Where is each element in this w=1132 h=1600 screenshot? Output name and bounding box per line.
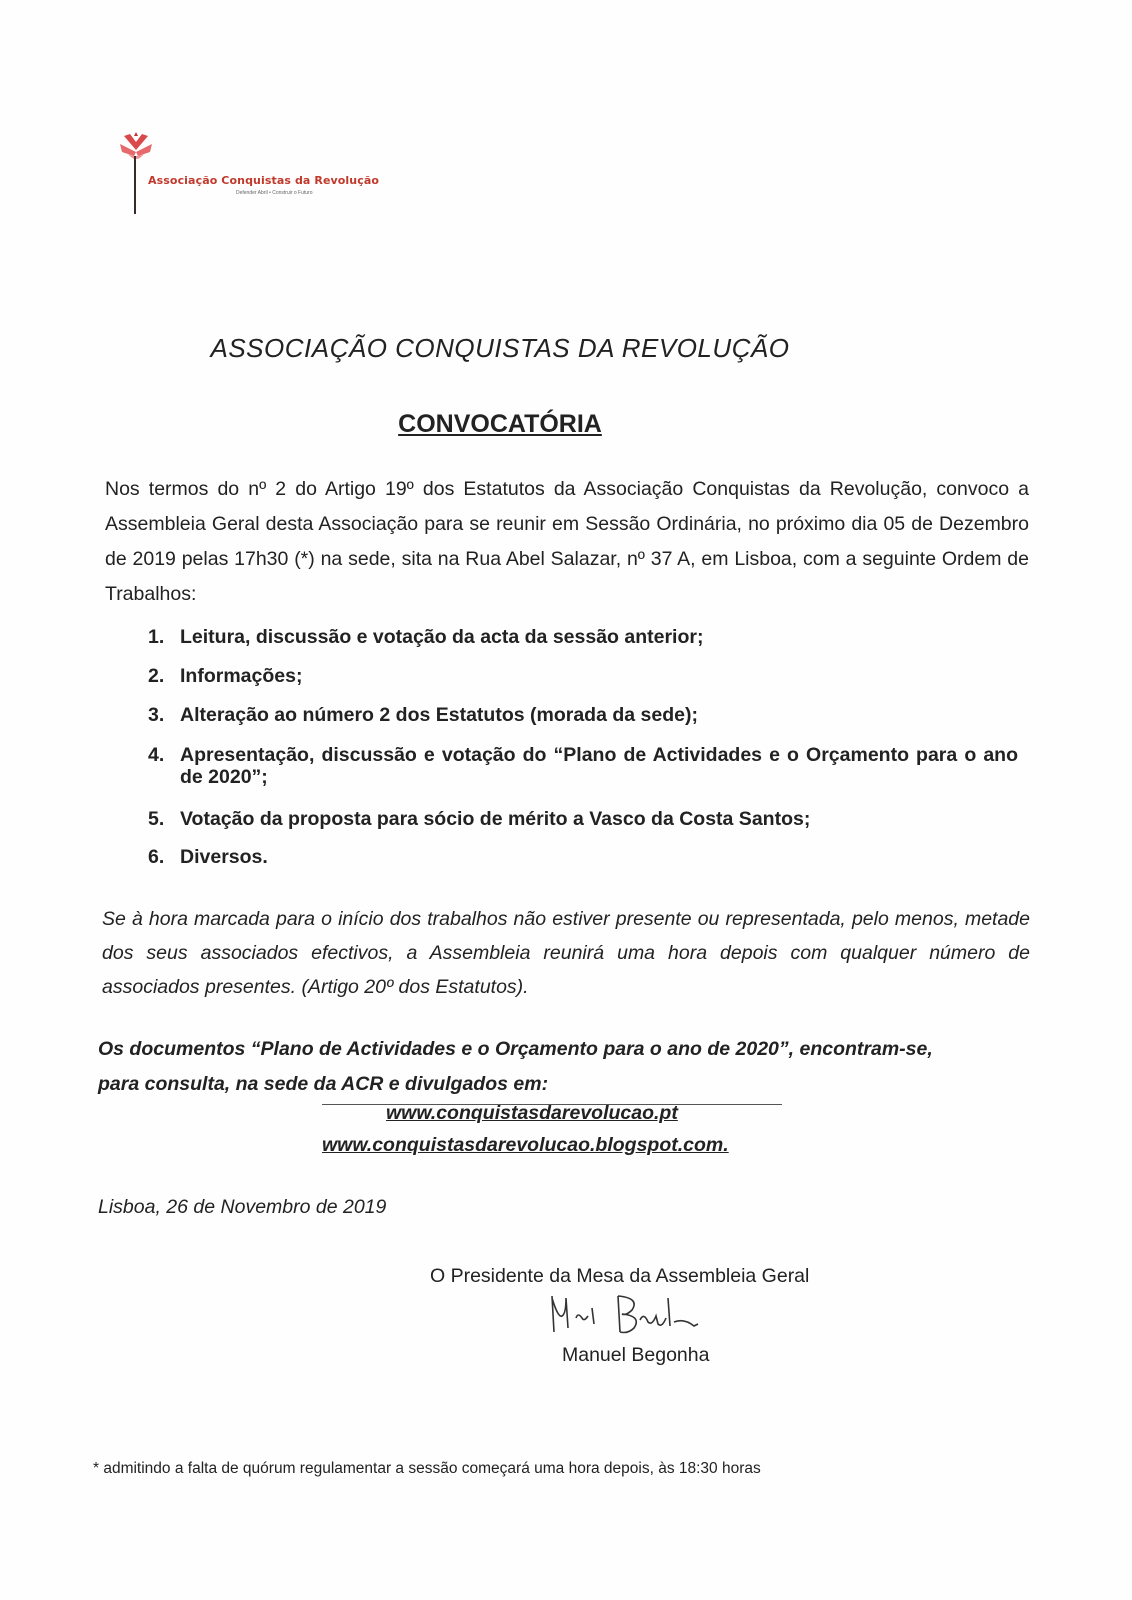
- agenda-item-text: Leitura, discussão e votação da acta da sessão anterior;: [180, 626, 704, 648]
- signature-label: O Presidente da Mesa da Assembleia Geral: [430, 1265, 810, 1287]
- agenda-item: [148, 846, 268, 868]
- agenda-item-text: Votação da proposta para sócio de mérito a Vasco da Costa Santos;: [180, 808, 811, 830]
- logo-name: Associação Conquistas da Revolução: [148, 174, 380, 187]
- website-link[interactable]: www.conquistasdarevolucao.pt: [386, 1102, 678, 1124]
- agenda-item-text: Alteração ao número 2 dos Estatutos (morada da sede);: [180, 704, 698, 726]
- agenda-item-number: 5.: [148, 808, 165, 830]
- agenda-item-number: 2.: [148, 665, 165, 687]
- organization-title: ASSOCIAÇÃO CONQUISTAS DA REVOLUÇÃO: [210, 333, 790, 363]
- agenda-item-number: 3.: [148, 704, 165, 726]
- agenda-item-number: 4.: [148, 744, 165, 766]
- agenda-item-number: 1.: [148, 626, 165, 648]
- handwritten-signature-icon: [548, 1288, 708, 1338]
- organization-logo: [112, 130, 380, 215]
- quorum-note: Se à hora marcada para o início dos trabalhos não estiver presente ou representada, pelo menos, metade dos seus associados efectivos, a Assembleia reunirá uma hora depois com qualquer número de associados presentes. (Artigo 20º dos Estatutos).: [102, 908, 1030, 998]
- logo-stem: [134, 156, 136, 214]
- agenda-item: [148, 626, 703, 648]
- agenda-item: [148, 808, 810, 830]
- agenda-item-text: Informações;: [180, 665, 303, 687]
- agenda-item: [148, 704, 698, 726]
- footnote: * admitindo a falta de quórum regulamentar a sessão começará uma hora depois, às 18:30 horas: [93, 1460, 761, 1477]
- agenda-item-text: Apresentação, discussão e votação do “Plano de Actividades e o Orçamento para o ano de 2020”;: [180, 744, 1018, 788]
- document-title: CONVOCATÓRIA: [398, 410, 602, 438]
- logo-tagline: Defender Abril • Construir o Futuro: [236, 190, 313, 196]
- agenda-item: [148, 744, 1018, 788]
- intro-paragraph: Nos termos do nº 2 do Artigo 19º dos Estatutos da Associação Conquistas da Revolução, convoco a Assembleia Geral desta Associação para se reunir em Sessão Ordinária, no próximo dia 05 de Dezembro de 2019 pelas 17h30 (*) na sede, sita na Rua Abel Salazar, nº 37 A, em Lisboa, com a seguinte Ordem de Trabalhos:: [105, 478, 1029, 605]
- signer-name: Manuel Begonha: [562, 1344, 710, 1366]
- documents-note: Os documentos “Plano de Actividades e o Orçamento para o ano de 2020”, encontram-se, para consulta, na sede da ACR e divulgados em:: [98, 1038, 933, 1095]
- carnation-flower-icon: [114, 130, 160, 170]
- agenda-item-number: 6.: [148, 846, 165, 868]
- blog-link[interactable]: www.conquistasdarevolucao.blogspot.com.: [322, 1134, 729, 1156]
- agenda-item-text: Diversos.: [180, 846, 268, 868]
- date-line: Lisboa, 26 de Novembro de 2019: [98, 1196, 387, 1218]
- agenda-item: [148, 665, 302, 687]
